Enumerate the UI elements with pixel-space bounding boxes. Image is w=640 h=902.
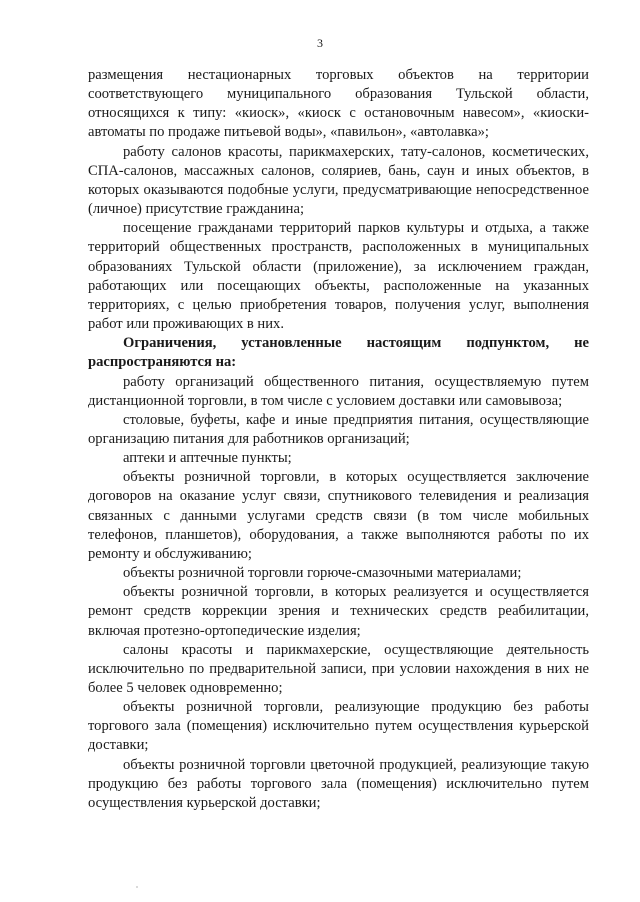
paragraph-catering-delivery: работу организаций общественного питания, осуществляемую путем дистанционной торговли, в том числе с условием доставки или самовывоза; — [88, 373, 589, 409]
document-body — [88, 66, 589, 813]
paragraph-salons-appointment: салоны красоты и парикмахерские, осуществляющие деятельность исключительно по предварительной записи, при условии нахождения в них не более 5 человек одновременно; — [88, 641, 589, 696]
page-number: 3 — [317, 36, 323, 50]
paragraph-pharmacies: аптеки и аптечные пункты; — [123, 450, 292, 467]
paragraph-beauty-salons: работу салонов красоты, парикмахерских, тату-салонов, косметических, СПА-салонов, массажных салонов, соляриев, бань, саун и иных объектов, в которых оказываются подобные услуги, предусматривающие непосредственное (личное) присутствие гражданина; — [88, 143, 589, 218]
paragraph-parks: посещение гражданами территорий парков культуры и отдыха, а также территорий общественных пространств, расположенных в муниципальных образованиях Тульской области (приложение), за исключением граждан, работающих или посещающих объекты, расположенные на указанных территориях, с целью приобретения товаров, получения услуг, выполнения работ или проживающих в них. — [88, 220, 589, 333]
scan-speck — [136, 886, 138, 888]
paragraph-vision-correction: объекты розничной торговли, в которых реализуется и осуществляется ремонт средств коррекции зрения и технических средств реабилитации, включая протезно-ортопедические изделия; — [88, 584, 589, 639]
paragraph-restrictions-heading: Ограничения, установленные настоящим подпунктом, не распространяются на: — [88, 335, 589, 371]
paragraph-courier-delivery: объекты розничной торговли, реализующие продукцию без работы торгового зала (помещения) исключительно путем осуществления курьерской доставки; — [88, 699, 589, 754]
paragraph-fuel: объекты розничной торговли горюче-смазочными материалами; — [123, 565, 522, 582]
paragraph-flower-delivery: объекты розничной торговли цветочной продукцией, реализующие такую продукцию без работы торгового зала (помещения) исключительно путем осуществления курьерской доставки; — [88, 756, 589, 811]
paragraph-nonstationary-objects: размещения нестационарных торговых объектов на территории соответствующего муниципального образования Тульской области, относящихся к типу: «киоск», «киоск с остановочным навесом», «киоски-автоматы по продаже питьевой воды», «павильон», «автолавка»; — [88, 67, 589, 141]
paragraph-canteens: столовые, буфеты, кафе и иные предприятия питания, осуществляющие организацию питания для работников организаций; — [88, 411, 589, 447]
paragraph-communication-stores: объекты розничной торговли, в которых осуществляется заключение договоров на оказание услуг связи, спутникового телевидения и реализация связанных с данными услугами средств связи (в том числе мобильных телефонов, планшетов), оборудования, а также выполняются работы по их ремонту и обслуживанию; — [88, 469, 589, 562]
